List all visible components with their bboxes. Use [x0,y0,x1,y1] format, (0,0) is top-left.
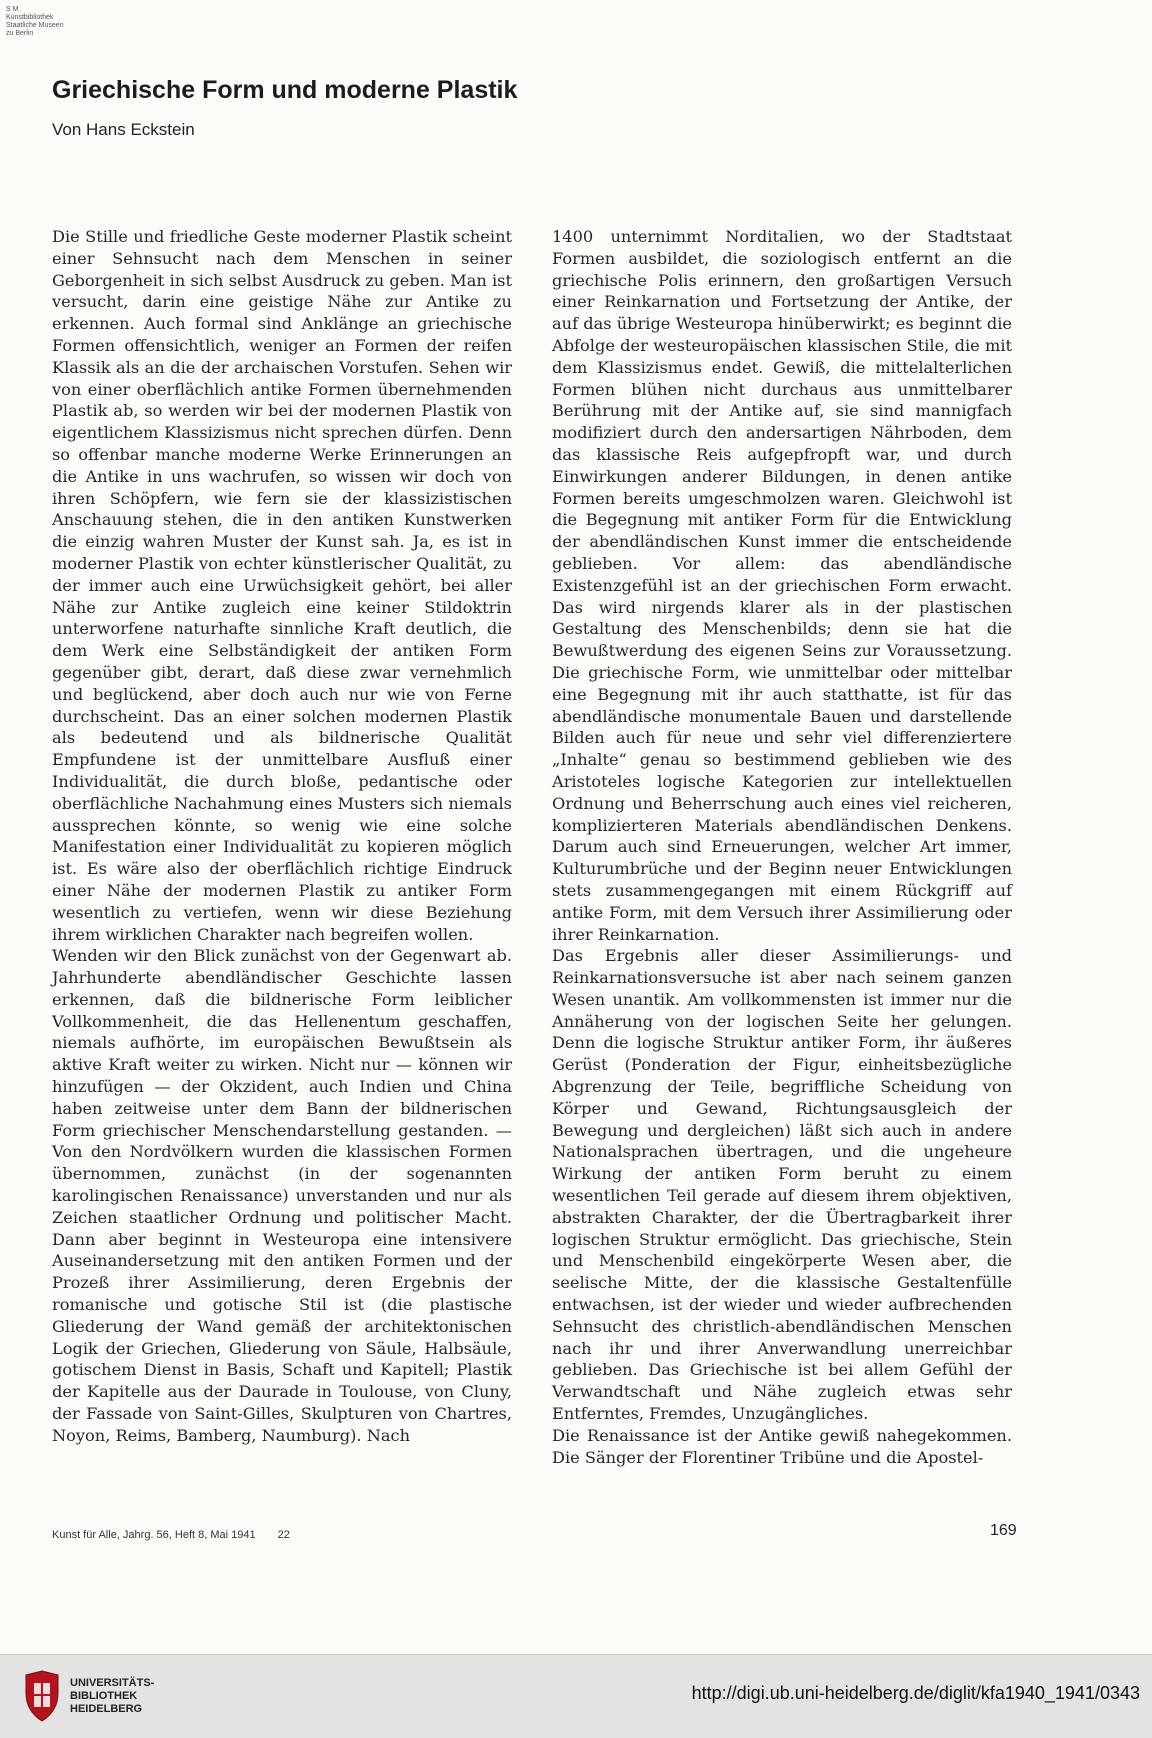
paragraph: Das Ergebnis aller dieser Assimilierungs- und Reinkarnationsversuche ist aber nach seinem ganzen Wesen unantik. Am vollkommensten ist immer nur die Annäherung von der logischen Seite her gelungen. Denn die logische Struktur antiker Form, ihr äußeres Gerüst (Ponderation der Figur, einheitsbezügliche Abgrenzung der Teile, begriffliche Scheidung von Körper und Gewand, Richtungsausgleich der Bewegung und dergleichen) läßt sich auch in andere Nationalsprachen übertragen, und die ungeheure Wirkung der antiken Form beruht zu einem wesentlichen Teil gerade auf diesem ihrem objektiven, abstrakten Charakter, der die Übertragbarkeit ihrer logischen Struktur ermöglicht. Das griechische, Stein und Menschenbild eingekörperte Wesen aber, die seelische Mitte, der die klassische Gestaltenfülle entwachsen, ist der wieder und wieder aufbrechenden Sehnsucht des christlich-abendländischen Menschen nach ihr und ihrer Anverwandlung unerreichbar geblieben. Das Griechische ist bei allem Gefühl der Verwandtschaft und Nähe zugleich etwas sehr Entferntes, Fremdes, Unzugängliches. [552,946,1012,1424]
paragraph: Wenden wir den Blick zunächst von der Gegenwart ab. Jahrhunderte abendländischer Geschichte lassen erkennen, daß die bildnerische Form leiblicher Vollkommenheit, die das Hellenentum geschaffen, niemals aufhörte, im europäischen Bewußtsein als aktive Kraft weiter zu wirken. Nicht nur — können wir hinzufügen — der Okzident, auch Indien und China haben zeitweise unter dem Bann der bildnerischen Form griechischer Menschendarstellung gestanden. — Von den Nordvölkern wurden die klassischen Formen übernommen, zunächst (in der sogenannten karolingischen Renaissance) unverstanden und nur als Zeichen staatlicher Ordnung und politischer Macht. Dann aber beginnt in Westeuropa eine intensivere Auseinandersetzung mit den antiken Formen und der Prozeß ihrer Assimilierung, deren Ergebnis der romanische und gotische Stil ist (die plastische Gliederung der Wand gemäß der architektonischen Logik der Griechen, Gliederung von Säule, Halbsäule, gotischem Dienst in Basis, Schaft und Kapitell; Plastik der Kapitelle aus der Daurade in Toulouse, von Cluny, der Fassade von Saint-Gilles, Skulpturen von Chartres, Noyon, Reims, Bamberg, Naumburg). Nach [52,946,512,1445]
source-url-link[interactable]: http://digi.ub.uni-heidelberg.de/diglit/kfa1940_1941/0343 [691,1683,1140,1703]
library-name-line: HEIDELBERG [70,1703,143,1715]
stamp-line: Kunstbibliothek [6,14,54,21]
library-name-line: UNIVERSITÄTS- [70,1677,155,1689]
stamp-line: Staatliche Museen [6,22,64,29]
library-name-line: BIBLIOTHEK [70,1690,138,1702]
library-name [70,1677,154,1716]
article-author: Von Hans Eckstein [52,120,195,139]
page-number: 169 [990,1522,1017,1539]
journal-citation: Kunst für Alle, Jahrg. 56, Heft 8, Mai 1941 [52,1529,256,1541]
stamp-line: S M [6,6,19,13]
university-library-logo-icon [20,1669,64,1723]
library-stamp [6,6,86,38]
text-column-right [552,226,1012,1468]
text-column-left [52,226,512,1447]
article-title: Griechische Form und moderne Plastik [52,76,518,104]
paragraph: 1400 unternimmt Norditalien, wo der Stadtstaat Formen ausbildet, die soziologisch entfernt an die griechische Polis erinnern, den großartigen Versuch einer Reinkarnation und Fortsetzung der Antike, der auf das übrige Westeuropa hinüberwirkt; es beginnt die Abfolge der westeuropäischen klassischen Stile, die mit dem Klassizismus endet. Gewiß, die mittelalterlichen Formen blühen nicht durchaus aus unmittelbarer Berührung mit der Antike auf, sie sind mannigfach modifiziert durch den andersartigen Nährboden, dem das klassische Reis aufgepfropft war, und durch Einwirkungen anderer Bildungen, in denen antike Formen bereits umgeschmolzen waren. Gleichwohl ist die Begegnung mit antiker Form für die Entwicklung der abendländischen Kunst immer die entscheidende geblieben. Vor allem: das abendländische Existenzgefühl ist an der griechischen Form erwacht. Das wird nirgends klarer als in der plastischen Gestaltung des Menschenbilds; denn sie hat die Bewußtwerdung des eigenen Seins zur Voraussetzung. Die griechische Form, wie unmittelbar oder mittelbar eine Begegnung mit ihr auch statthatte, ist für das abendländische monumentale Bauen und darstellende Bilden auch für neue und sehr viel differenziertere „Inhalte“ genau so bestimmend geblieben wie des Aristoteles logische Kategorien zur intellektuellen Ordnung und Beherrschung auch eines viel reicheren, komplizierteren Materials abendländischen Denkens. Darum auch sind Erneuerungen, welcher Art immer, Kulturumbrüche und der Beginn neuer Entwicklungen stets zusammengegangen mit einem Rückgriff auf antike Form, mit dem Versuch ihrer Assimilierung oder ihrer Reinkarnation. [552,227,1012,944]
stamp-line: zu Berlin [6,30,34,37]
sheet-number: 22 [277,1529,290,1541]
paragraph: Die Renaissance ist der Antike gewiß nahegekommen. Die Sänger der Florentiner Tribüne und die Apostel- [552,1425,1012,1467]
journal-footer [52,1529,290,1541]
paragraph: Die Stille und friedliche Geste moderner Plastik scheint einer Sehnsucht nach dem Menschen in seiner Geborgenheit in sich selbst Ausdruck zu geben. Man ist versucht, darin eine geistige Nähe zur Antike zu erkennen. Auch formal sind Anklänge an griechische Formen offensichtlich, weniger an Formen der reifen Klassik als an die der archaischen Vorstufen. Sehen wir von einer oberflächlich antike Formen übernehmenden Plastik ab, so werden wir bei der modernen Plastik von eigentlichem Klassizismus nicht sprechen dürfen. Denn so offenbar manche moderne Werke Erinnerungen an die Antike in uns wachrufen, so wissen wir doch von ihren Schöpfern, wie fern sie der klassizistischen Anschauung stehen, die in den antiken Kunstwerken die einzig wahren Muster der Kunst sah. Ja, es ist in moderner Plastik von echter künstlerischer Qualität, zu der immer auch eine Urwüchsigkeit gehört, bei aller Nähe zur Antike zugleich eine keiner Stildoktrin unterworfene naturhafte sinnliche Kraft deutlich, die dem Werk eine Selbständigkeit der antiken Form gegenüber gibt, derart, daß diese zwar vernehmlich und beglückend, aber doch auch nur wie von Ferne durchscheint. Das an einer solchen modernen Plastik als bedeutend und als bildnerische Qualität Empfundene ist der unmittelbare Ausfluß einer Individualität, die durch bloße, pedantische oder oberflächliche Nachahmung eines Musters sich niemals aussprechen könnte, so wenig wie eine solche Manifestation einer Individualität zu kopieren möglich ist. Es wäre also der oberflächlich richtige Eindruck einer Nähe der modernen Plastik zu antiker Form wesentlich zu vertiefen, wenn wir diese Beziehung ihrem wirklichen Charakter nach begreifen wollen. [52,227,512,944]
library-footer-bar [0,1654,1152,1738]
